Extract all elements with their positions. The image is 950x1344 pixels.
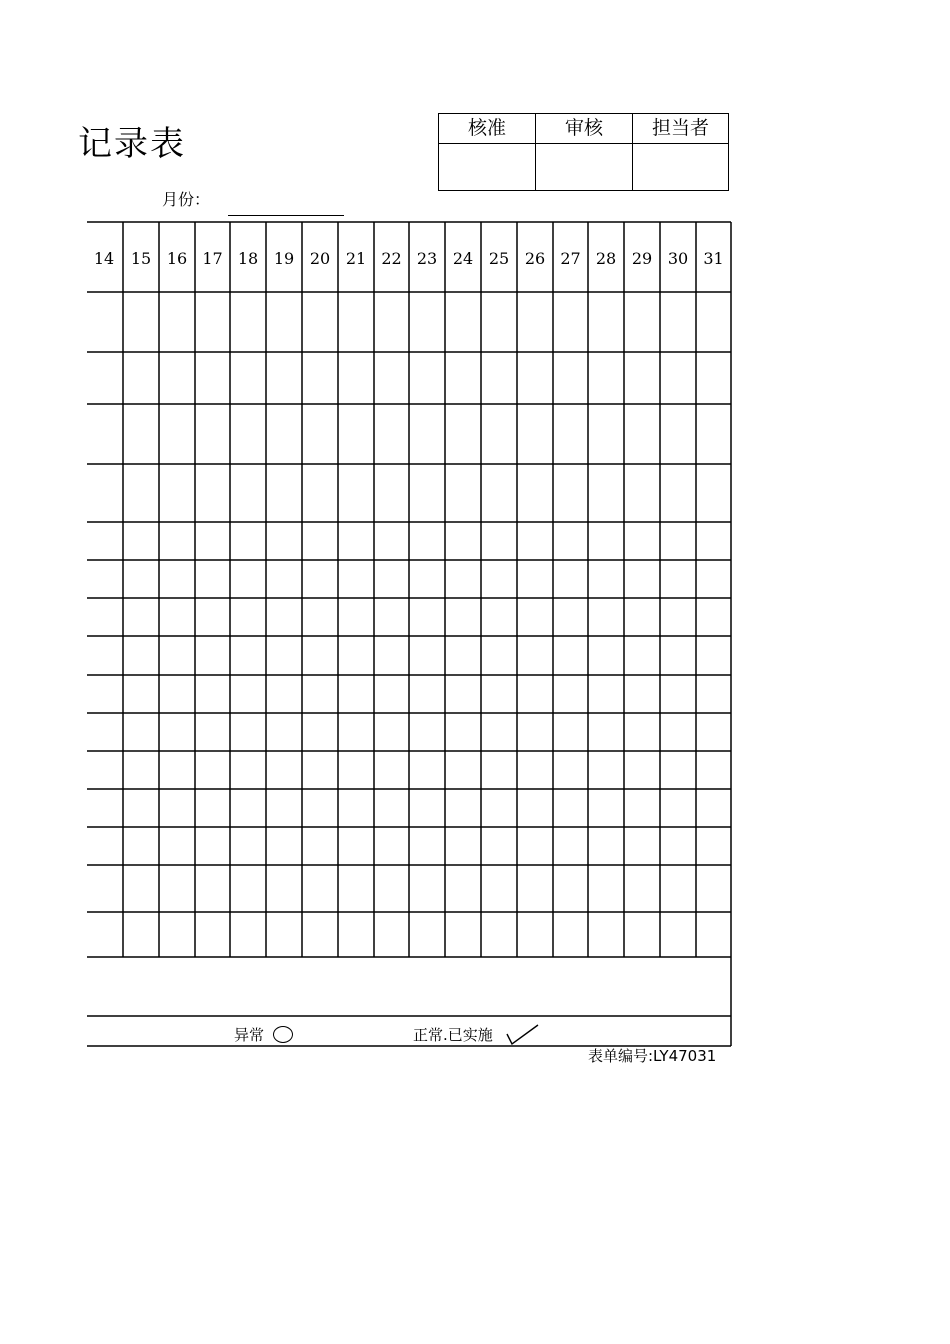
day-header-19: 19 (273, 249, 295, 268)
day-header-26: 26 (524, 249, 546, 268)
day-header-16: 16 (166, 249, 188, 268)
day-header-18: 18 (237, 249, 259, 268)
day-header-30: 30 (667, 249, 689, 268)
approval-header-review: 审核 (536, 114, 633, 144)
page-title: 记录表 (78, 124, 186, 164)
day-header-23: 23 (416, 249, 438, 268)
day-header-17: 17 (202, 249, 223, 268)
legend-normal-label: 正常.已实施 (413, 1026, 493, 1044)
approval-header-owner: 担当者 (633, 114, 728, 144)
day-header-20: 20 (309, 249, 331, 268)
day-header-24: 24 (452, 249, 474, 268)
day-header-15: 15 (130, 249, 152, 268)
day-header-29: 29 (631, 249, 653, 268)
day-header-31: 31 (703, 249, 724, 268)
day-header-28: 28 (595, 249, 617, 268)
legend-abnormal-label: 异常 (234, 1026, 265, 1044)
circle-icon (273, 1026, 293, 1043)
day-header-25: 25 (488, 249, 510, 268)
approval-header-approve: 核准 (439, 114, 536, 144)
day-header-27: 27 (560, 249, 581, 268)
form-number: 表单编号:LY47031 (588, 1047, 717, 1065)
month-label: 月份： (162, 190, 211, 209)
day-header-21: 21 (345, 249, 367, 268)
day-header-14: 14 (93, 249, 115, 268)
day-header-22: 22 (381, 249, 402, 268)
check-icon (506, 1022, 540, 1046)
